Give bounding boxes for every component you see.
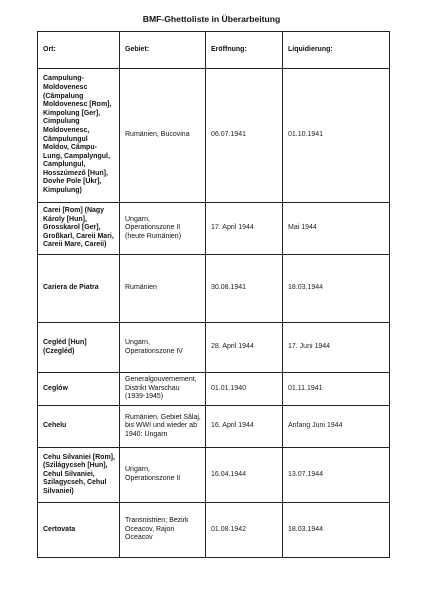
cell-eroeffnung: 06.07.1941 (206, 69, 283, 203)
header-gebiet: Gebiet: (120, 32, 206, 69)
table-row (38, 69, 390, 203)
cell-liquidierung: 18.03.1944 (283, 255, 390, 323)
table-row (38, 406, 390, 448)
cell-gebiet: Generalgouvernement, Distrikt Warschau (1939-1945) (120, 373, 206, 406)
cell-liquidierung: 01.10.1941 (283, 69, 390, 203)
cell-liquidierung: Anfang Juni 1944 (283, 406, 390, 448)
cell-liquidierung: 13.07.1944 (283, 448, 390, 503)
table-row (38, 255, 390, 323)
cell-gebiet: Ungarn, Operationszone II (120, 448, 206, 503)
cell-ort: Ceglów (38, 373, 120, 406)
cell-liquidierung: 01.11.1941 (283, 373, 390, 406)
ghetto-table (37, 31, 390, 558)
cell-gebiet: Transnistrien; Bezirk Oceacov, Rajon Oceacov (120, 503, 206, 558)
cell-eroeffnung: 01.08.1942 (206, 503, 283, 558)
cell-gebiet: Ungarn, Operationszone II (heute Rumänien) (120, 203, 206, 255)
cell-ort: Cegléd [Hun] (Czegléd) (38, 323, 120, 373)
table-row (38, 373, 390, 406)
table-row (38, 503, 390, 558)
cell-eroeffnung: 28. April 1944 (206, 323, 283, 373)
cell-gebiet: Rumänien, Bucovina (120, 69, 206, 203)
cell-ort: Cariera de Piatra (38, 255, 120, 323)
table-header-row (38, 32, 390, 69)
header-eroeffnung: Eröffnung: (206, 32, 283, 69)
cell-eroeffnung: 30.08.1941 (206, 255, 283, 323)
header-liquidierung: Liquidierung: (283, 32, 390, 69)
table-row (38, 203, 390, 255)
table-row (38, 448, 390, 503)
header-ort: Ort: (38, 32, 120, 69)
cell-eroeffnung: 16. April 1944 (206, 406, 283, 448)
cell-ort: Cehelu (38, 406, 120, 448)
cell-ort: Campulung-Moldovenesc (Câmpalung Moldovenesc [Rom], Kimpolung [Ger], Cimpulung Moldovenesc, Câmpulungul Moldov, Câmpu-Lung, Campalyngul, Camplungul, Hosszúmező [Hun], Dovhe Pole [Ukr], Kimpulung) (38, 69, 120, 203)
cell-liquidierung: 18.03.1944 (283, 503, 390, 558)
cell-gebiet: Ungarn, Operationszone IV (120, 323, 206, 373)
page-title: BMF-Ghettoliste in Überarbeitung (142, 14, 281, 24)
cell-ort: Cehu Silvaniei [Rom], (Szilágycseh [Hun], Cehul Silvaniei, Szilagycseh, Cehul Silvaniei) (38, 448, 120, 503)
cell-ort: Certovata (38, 503, 120, 558)
cell-eroeffnung: 17. April 1944 (206, 203, 283, 255)
cell-gebiet: Rumänien (120, 255, 206, 323)
cell-eroeffnung: 01.01.1940 (206, 373, 283, 406)
cell-liquidierung: Mai 1944 (283, 203, 390, 255)
cell-ort: Carei [Rom] (Nagy Károly [Hun], Grosskarol [Ger], Großkarl, Careii Mari, Careii Mare, Careii) (38, 203, 120, 255)
cell-liquidierung: 17. Juni 1944 (283, 323, 390, 373)
table-row (38, 323, 390, 373)
cell-gebiet: Rumänien, Gebiet Sălaj, bis WWI und wieder ab 1940: Ungarn (120, 406, 206, 448)
cell-eroeffnung: 16.04.1944 (206, 448, 283, 503)
